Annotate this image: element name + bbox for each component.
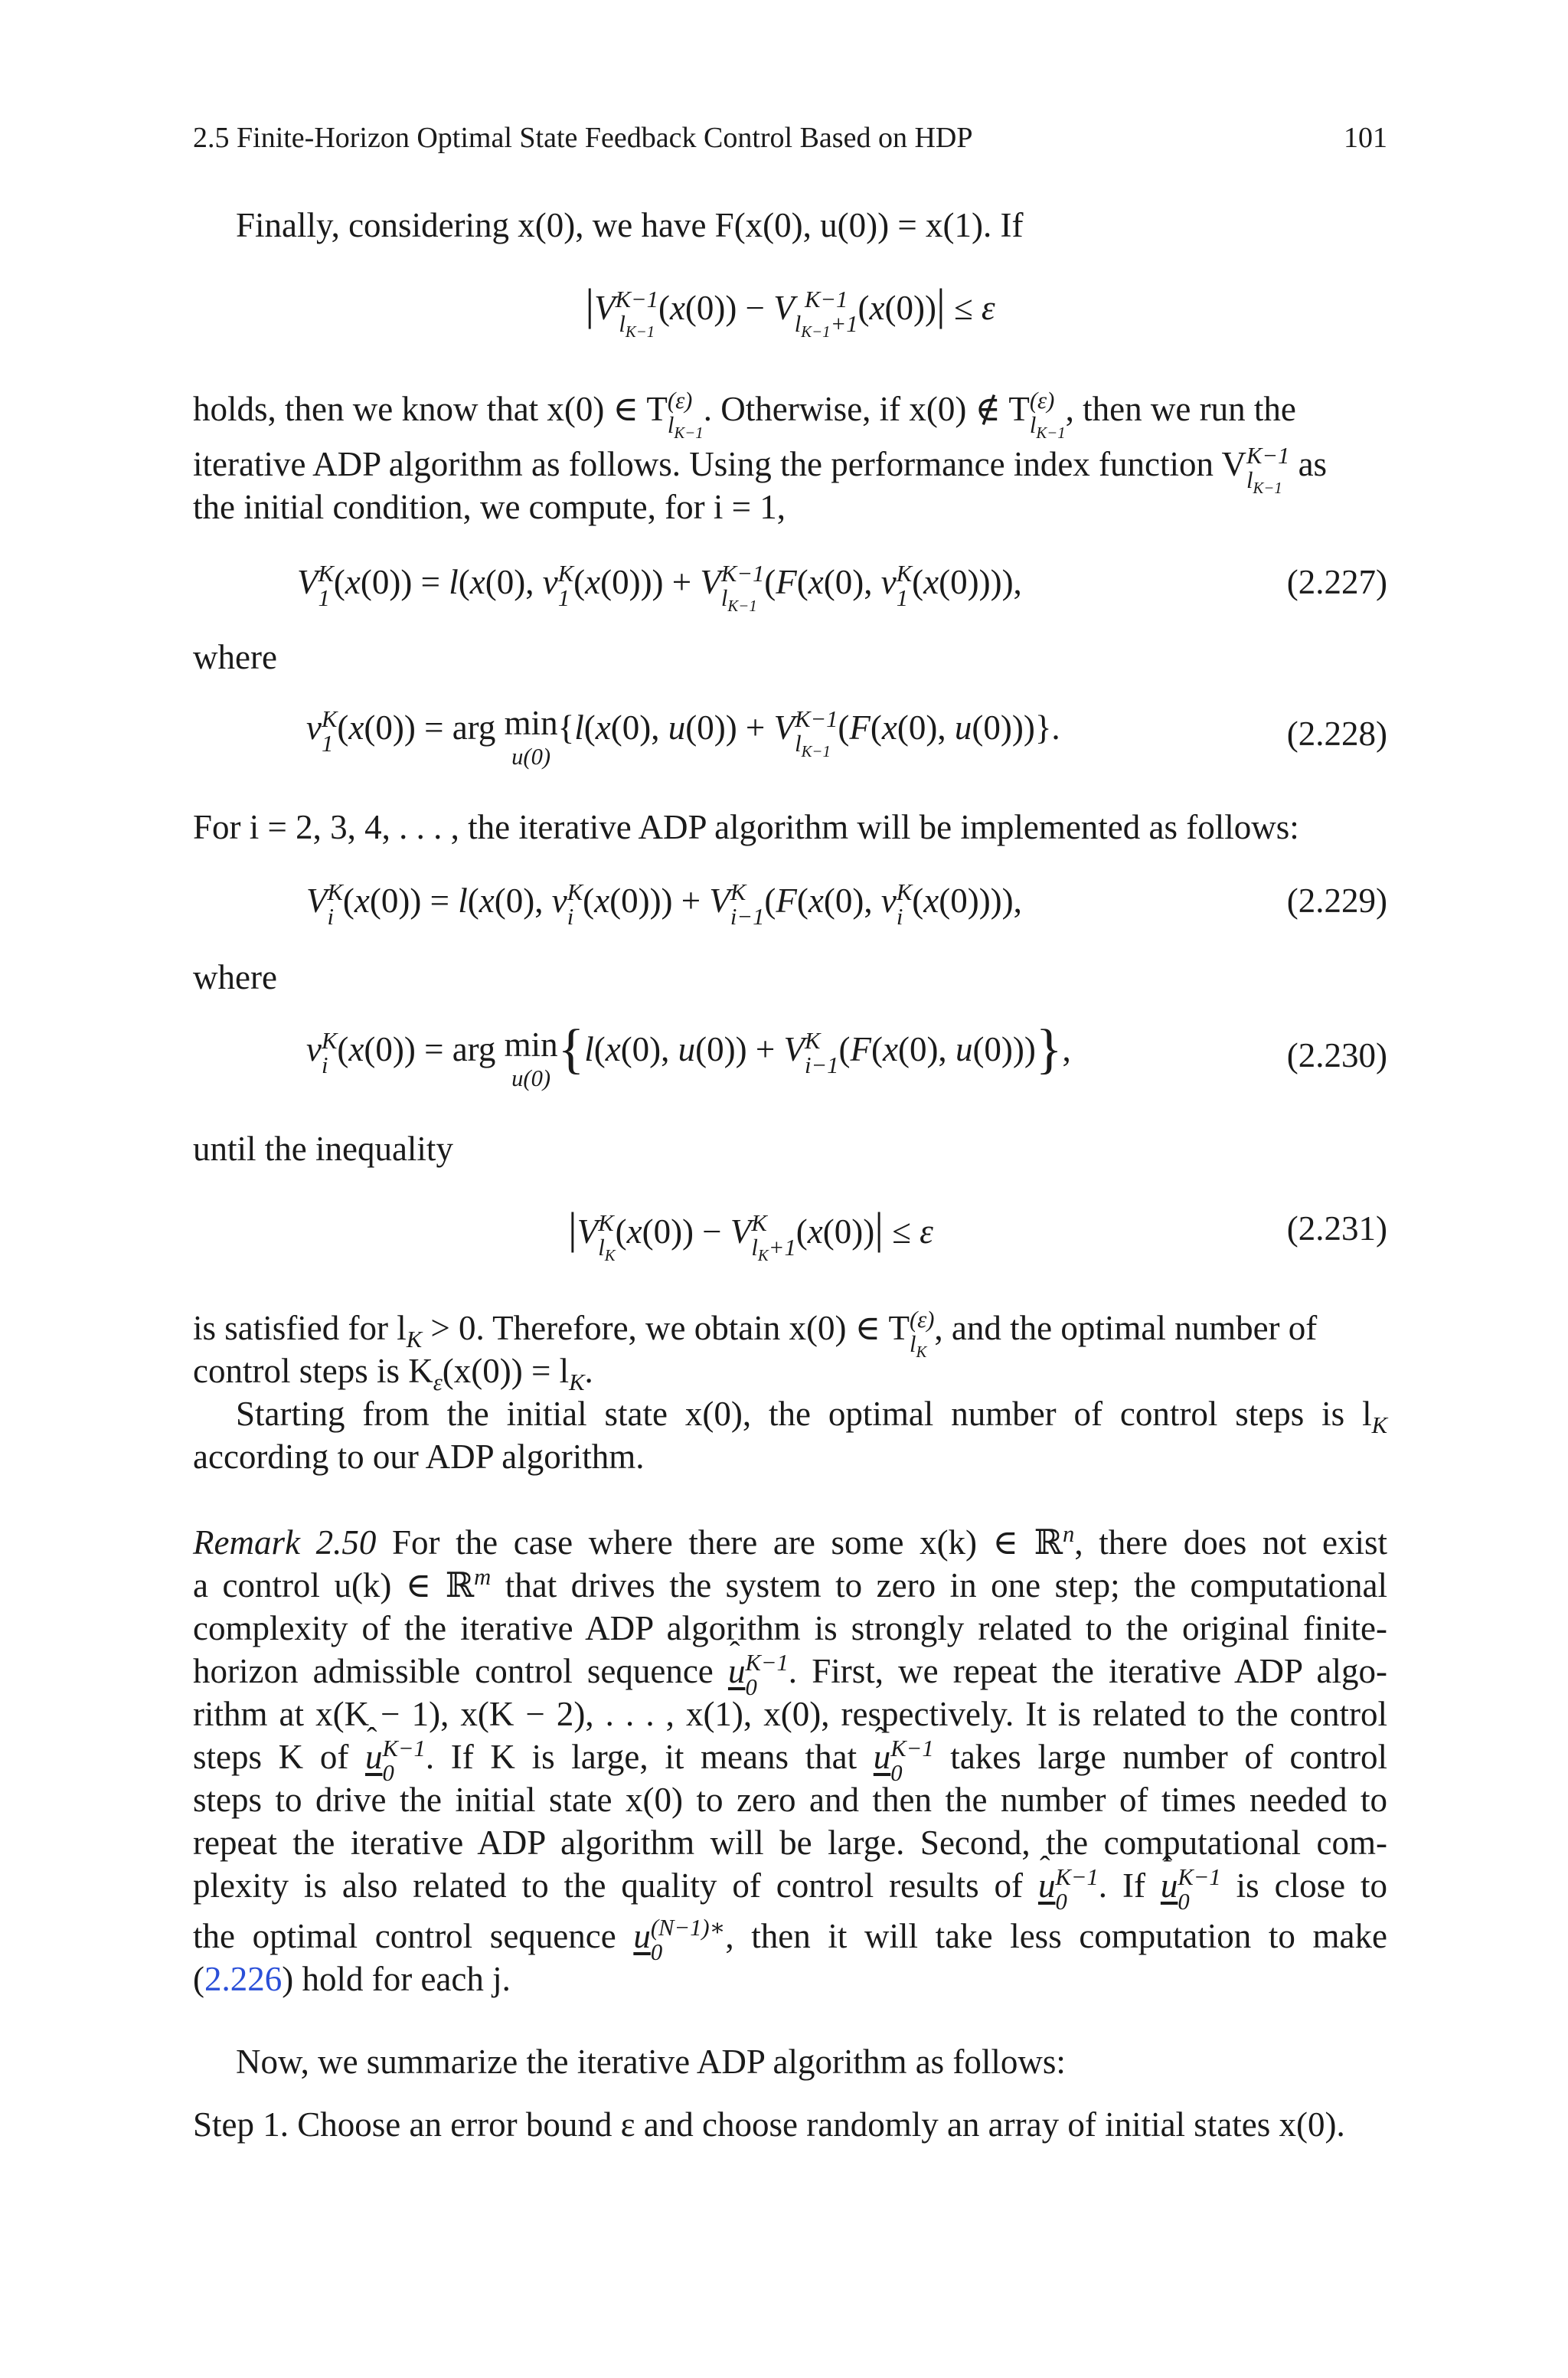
text-line: the initial condition, we compute, for i = 1,	[193, 488, 786, 526]
remark-line: horizon admissible control sequence ˆ u K−1 0 . First, we repeat the iterative ADP algo-	[193, 1650, 1387, 1699]
text-line: Starting from the initial state x(0), the optimal number of control steps is $l_K$	[236, 1395, 1387, 1438]
text-line: where	[193, 958, 277, 996]
remark-line: repeat the iterative ADP algorithm will be large. Second, the computational com-	[193, 1824, 1387, 1862]
equation-2-227: V K 1 (x(0)) = l(x(0), v K 1 (x(0))) + V K−1 $l_{K-1}$ (F(x(0), v K 1 (x(0)))), (2.227)	[297, 560, 1387, 615]
equation-number: (2.230)	[1286, 1036, 1387, 1075]
equation-link[interactable]: 2.226	[204, 1960, 283, 1998]
equation-2-229: V K i (x(0)) = l(x(0), v K i (x(0))) + V K i−1 (F(x(0), v K i (x(0)))), (2.229)	[306, 878, 1387, 930]
equation-number: (2.228)	[1286, 715, 1387, 753]
equation-2-230: v K i (x(0)) = arg min u(0) {l(x(0), u(0)) + V K i−1 (F(x(0), u(0)))}, (2.230)	[306, 1018, 1387, 1091]
section-title: 2.5 Finite-Horizon Optimal State Feedback Control Based on HDP	[193, 122, 973, 154]
text-line: where	[193, 638, 277, 676]
remark-line: steps to drive the initial state x(0) to zero and then the number of times needed to	[193, 1781, 1387, 1819]
remark-line: rithm at x(K − 1), x(K − 2), . . . , x(1), x(0), respectively. It is related to the control	[193, 1695, 1387, 1733]
equation-number: (2.229)	[1286, 882, 1387, 920]
remark-line: plexity is also related to the quality of control results of ˆ u K−1 0 . If ˆ u K−1 0 is close to	[193, 1864, 1387, 1914]
text-line: Now, we summarize the iterative ADP algorithm as follows:	[236, 2043, 1066, 2081]
remark-label: Remark 2.50	[193, 1523, 377, 1562]
remark-line: a control u(k) ∈ ℝ$^m$ that drives the system to zero in one step; the computational	[193, 1564, 1387, 1604]
text-line: is satisfied for $l_K > 0$. Therefore, we obtain x(0) ∈ T (ε) $l_K$ , and the optimal number of	[193, 1306, 1318, 1361]
text-line: holds, then we know that x(0) ∈ T (ε) $l_{K-1}$ . Otherwise, if x(0) ∉ T (ε) $l_{K-1}$ , then we run the	[193, 387, 1296, 442]
running-head	[193, 121, 1387, 164]
text-line: until the inequality	[193, 1130, 453, 1168]
equation-2-228: v K 1 (x(0)) = arg min u(0) {l(x(0), u(0)) + V K−1 $l_{K-1}$ (F(x(0), u(0)))}. (2.228)	[306, 704, 1387, 770]
text-line: Finally, considering x(0), we have F(x(0), u(0)) = x(1). If	[236, 206, 1024, 244]
remark-line: (2.226) hold for each j.	[193, 1960, 511, 1998]
text-line: according to our ADP algorithm.	[193, 1438, 645, 1476]
equation-number: (2.231)	[1286, 1209, 1387, 1248]
text-line: For i = 2, 3, 4, . . . , the iterative ADP algorithm will be implemented as follows:	[193, 808, 1299, 846]
equation-number: (2.227)	[1286, 563, 1387, 601]
equation-2-231: |V K $l_K$ (x(0)) − V K $l_K+1$ (x(0))| ≤ ε (2.231)	[568, 1203, 1387, 1264]
text-line: iterative ADP algorithm as follows. Using the performance index function V K−1 $l_{K-1}$ as	[193, 442, 1328, 497]
remark-line: Remark 2.50 For the case where there are some x(k) ∈ ℝ$^n$, there does not exist	[193, 1521, 1387, 1562]
page-number: 101	[1344, 122, 1387, 154]
text-line: control steps is $K_\varepsilon(x(0)) = l_K$.	[193, 1352, 593, 1395]
display-equation: |V K−1 $l_{K-1}$ (x(0)) − V K−1 $l_{K-1}+1$ (x(0))| ≤ ε	[585, 280, 995, 341]
algorithm-step: Step 1. Choose an error bound ε and choose randomly an array of initial states x(0).	[193, 2105, 1345, 2144]
remark-line: steps K of ˆ u K−1 0 . If K is large, it means that ˆ u K−1 0 takes large number of control	[193, 1735, 1387, 1785]
remark-line: the optimal control sequence u (N−1)∗ 0 , then it will take less computation to make	[193, 1914, 1387, 1965]
remark-line: complexity of the iterative ADP algorithm is strongly related to the original finite-	[193, 1609, 1387, 1647]
